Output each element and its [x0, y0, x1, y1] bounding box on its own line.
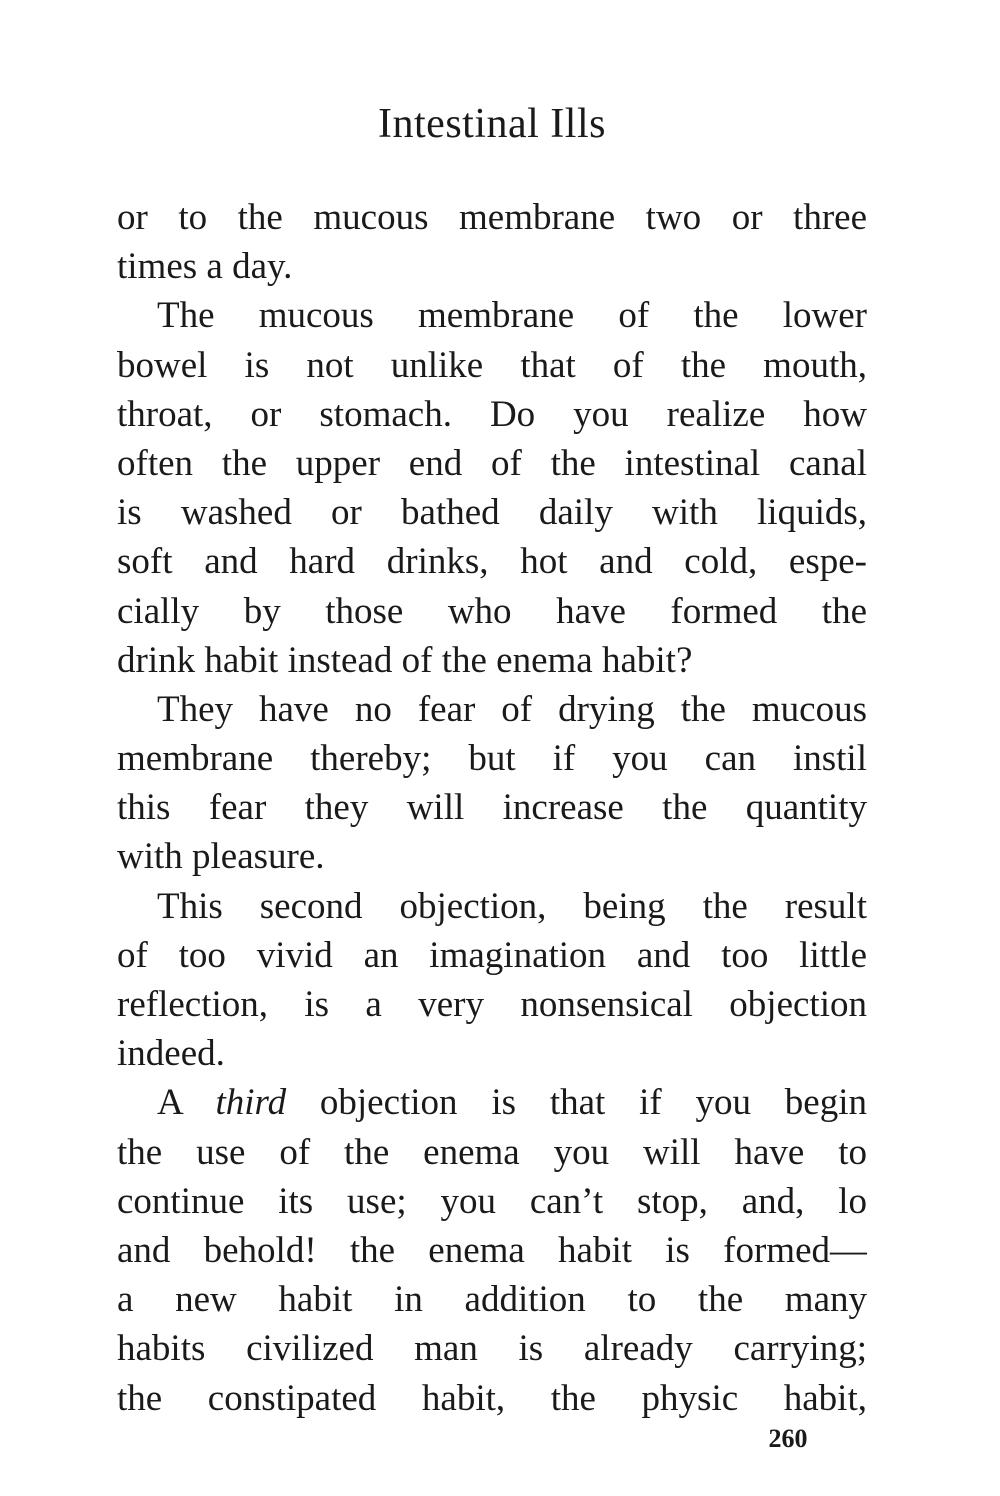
body-text	[117, 193, 867, 1423]
text-line: cially by those who have formed the	[117, 590, 867, 632]
page-number: 260	[768, 1424, 808, 1453]
running-head: Intestinal Ills	[378, 101, 606, 147]
text-line: throat, or stomach. Do you realize how	[117, 393, 867, 435]
text-segment: A	[157, 1082, 216, 1124]
text-line: bowel is not unlike that of the mouth,	[117, 344, 867, 386]
text-line: habits civilized man is already carrying;	[117, 1328, 867, 1370]
italic-emphasis: third	[215, 1082, 287, 1124]
text-line: indeed.	[117, 1033, 225, 1075]
text-line: the use of the enema you will have to	[117, 1131, 867, 1173]
text-line: soft and hard drinks, hot and cold, espe-	[117, 541, 867, 583]
text-line: The mucous membrane of the lower	[157, 295, 867, 337]
text-line: This second objection, being the result	[157, 885, 867, 927]
text-segment: objection is that if you begin	[286, 1082, 867, 1124]
text-line: membrane thereby; but if you can instil	[117, 738, 867, 780]
text-line: a new habit in addition to the many	[117, 1279, 867, 1321]
text-line: and behold! the enema habit is formed—	[117, 1229, 867, 1271]
text-line: reflection, is a very nonsensical objection	[117, 984, 867, 1025]
text-line	[117, 1078, 867, 1127]
text-line: is washed or bathed daily with liquids,	[117, 492, 867, 534]
text-line: the constipated habit, the physic habit,	[117, 1377, 867, 1419]
text-line: drink habit instead of the enema habit?	[117, 639, 693, 681]
text-line: They have no fear of drying the mucous	[157, 688, 867, 730]
text-line: or to the mucous membrane two or three	[117, 197, 867, 238]
text-line: often the upper end of the intestinal canal	[117, 442, 867, 484]
text-line: of too vivid an imagination and too little	[117, 934, 867, 976]
text-line: continue its use; you can’t stop, and, lo	[117, 1180, 867, 1222]
text-line: times a day.	[117, 246, 293, 288]
text-line: this fear they will increase the quantity	[117, 787, 867, 829]
text-line: with pleasure.	[117, 836, 325, 878]
